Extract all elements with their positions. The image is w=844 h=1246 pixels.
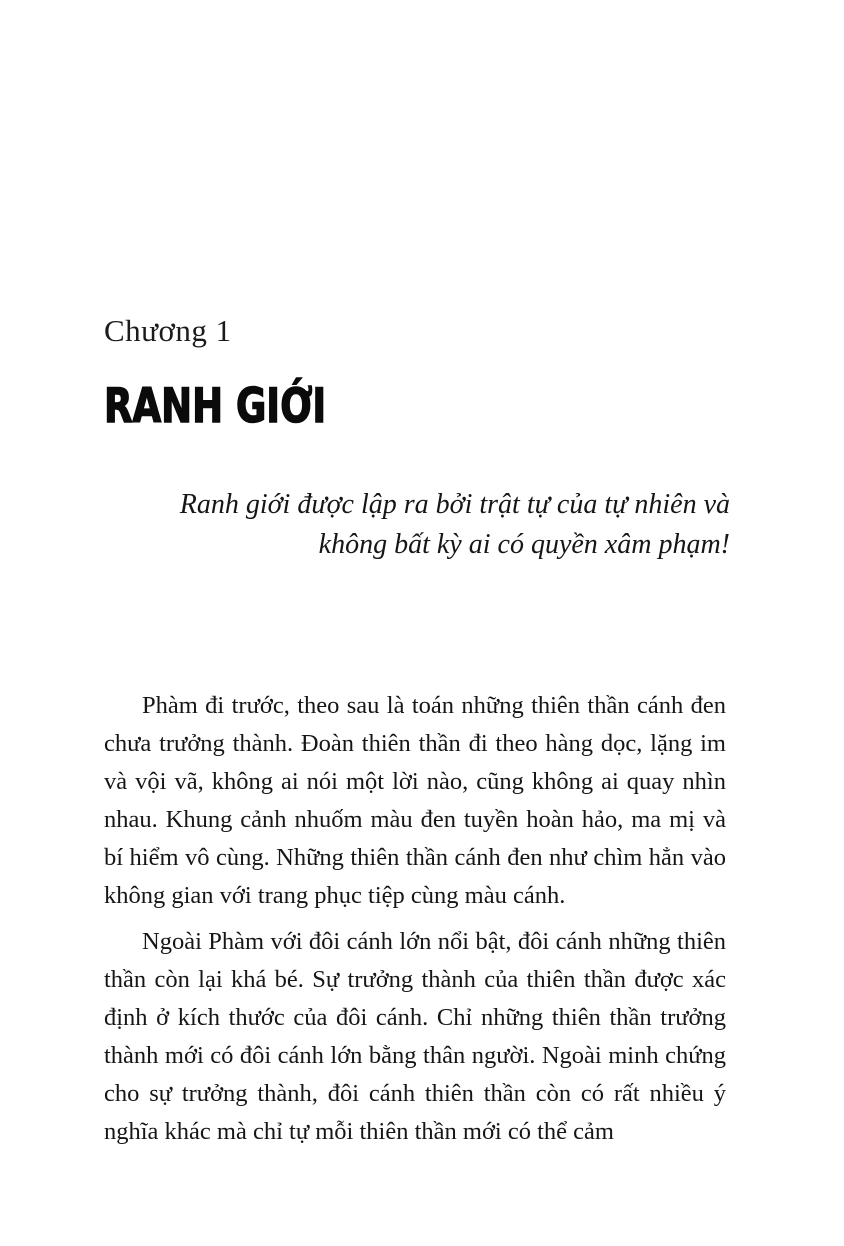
paragraph-1: Phàm đi trước, theo sau là toán những thiên thần cánh đen chưa trưởng thành. Đoàn thiên thần đi theo hàng dọc, lặng im và vội vã, không ai nói một lời nào, cũng không ai quay nhìn nhau. Khung cảnh nhuốm màu đen tuyền hoàn hảo, ma mị và bí hiểm vô cùng. Những thiên thần cánh đen như chìm hẳn vào không gian với trang phục tiệp cùng màu cánh.: [104, 692, 726, 909]
epigraph: [164, 485, 730, 565]
epigraph-line-1: Ranh giới được lập ra bởi trật tự của tự nhiên và: [179, 489, 730, 520]
chapter-title: RANH GIỚI: [104, 378, 327, 434]
paragraph-2: Ngoài Phàm với đôi cánh lớn nổi bật, đôi cánh những thiên thần còn lại khá bé. Sự trưởng thành của thiên thần được xác định ở kích thước của đôi cánh. Chỉ những thiên thần trưởng thành mới có đôi cánh lớn bằng thân người. Ngoài minh chứng cho sự trưởng thành, đôi cánh thiên thần còn có rất nhiều ý nghĩa khác mà chỉ tự mỗi thiên thần mới có thể cảm: [104, 928, 726, 1145]
epigraph-line-2: không bất kỳ ai có quyền xâm phạm!: [318, 529, 730, 560]
chapter-label: Chương 1: [104, 313, 232, 348]
body-text: [104, 687, 726, 1159]
